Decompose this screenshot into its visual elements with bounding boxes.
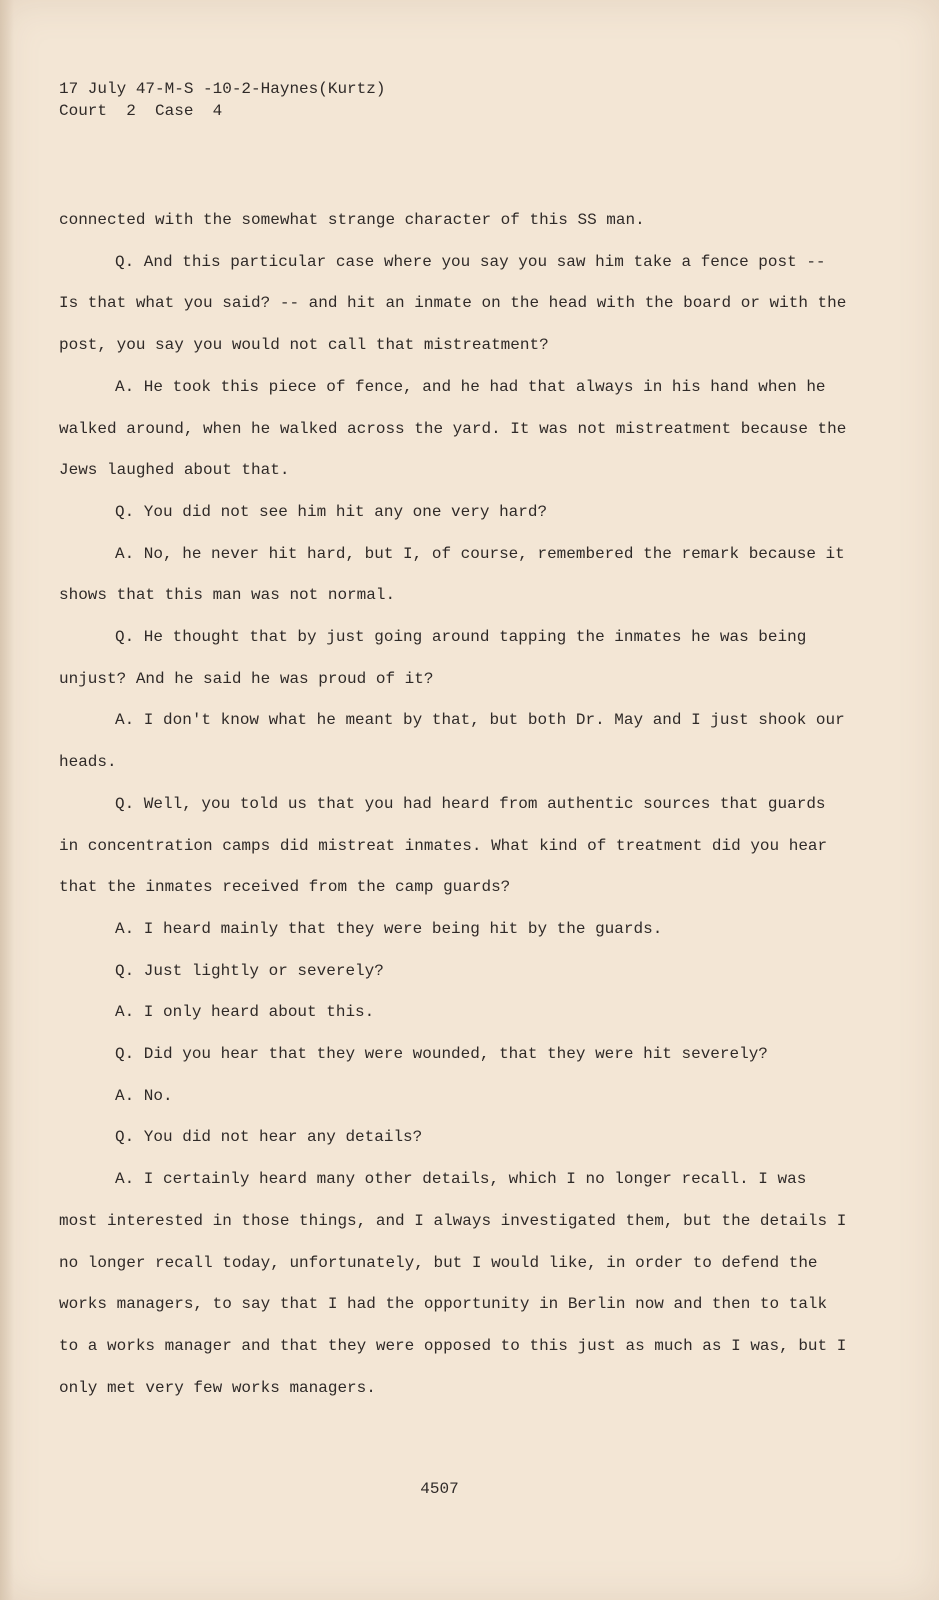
transcript-paragraph: Q. And this particular case where you say you saw him take a fence post -- Is that what you said? -- and hit an inmate on the head with the board or with the post, you say you would not call that mistreatment?: [59, 252, 847, 355]
transcript-body: [59, 200, 849, 1409]
transcript-paragraph: connected with the somewhat strange character of this SS man.: [59, 211, 645, 229]
header-line-date-ref: 17 July 47-M-S -10-2-Haynes(Kurtz): [59, 80, 386, 98]
transcript-paragraph: A. He took this piece of fence, and he had that always in his hand when he walked around, when he walked across the yard. It was not mistreatment because the Jews laughed about that.: [59, 377, 847, 480]
transcript-paragraph: Q. Did you hear that they were wounded, that they were hit severely?: [115, 1045, 768, 1064]
transcript-paragraph: A. I only heard about this.: [115, 1003, 375, 1022]
transcript-paragraph: A. I heard mainly that they were being hit by the guards.: [115, 919, 663, 938]
transcript-paragraph: Q. He thought that by just going around tapping the inmates he was being unjust? And he said he was proud of it?: [59, 628, 807, 688]
transcript-paragraph: Q. Well, you told us that you had heard from authentic sources that guards in concentration camps did mistreat inmates. What kind of treatment did you hear that the inmates received from the camp guards?: [59, 794, 828, 897]
page-number: 4507: [420, 1480, 459, 1498]
transcript-paragraph: Q. You did not hear any details?: [115, 1128, 423, 1147]
transcript-paragraph: A. I certainly heard many other details, which I no longer recall. I was most interested in those things, and I always investigated them, but the details I no longer recall today, unfortunately, but I would like, in order to defend the works managers, to say that I had the opportunity in Berlin now and then to talk to a works manager and that they were opposed to this just as much as I was, but I only met very few works managers.: [59, 1170, 847, 1397]
transcript-paragraph: A. No, he never hit hard, but I, of course, remembered the remark because it shows that this man was not normal.: [59, 544, 845, 605]
transcript-paragraph: Q. Just lightly or severely?: [115, 961, 384, 980]
document-header: [59, 78, 385, 122]
transcript-paragraph: Q. You did not see him hit any one very hard?: [115, 502, 548, 521]
transcript-paragraph: A. No.: [115, 1086, 173, 1105]
page-edge-shadow: [0, 0, 14, 1600]
header-line-court-case: Court 2 Case 4: [59, 102, 223, 120]
transcript-paragraph: A. I don't know what he meant by that, but both Dr. May and I just shook our heads.: [59, 711, 845, 772]
